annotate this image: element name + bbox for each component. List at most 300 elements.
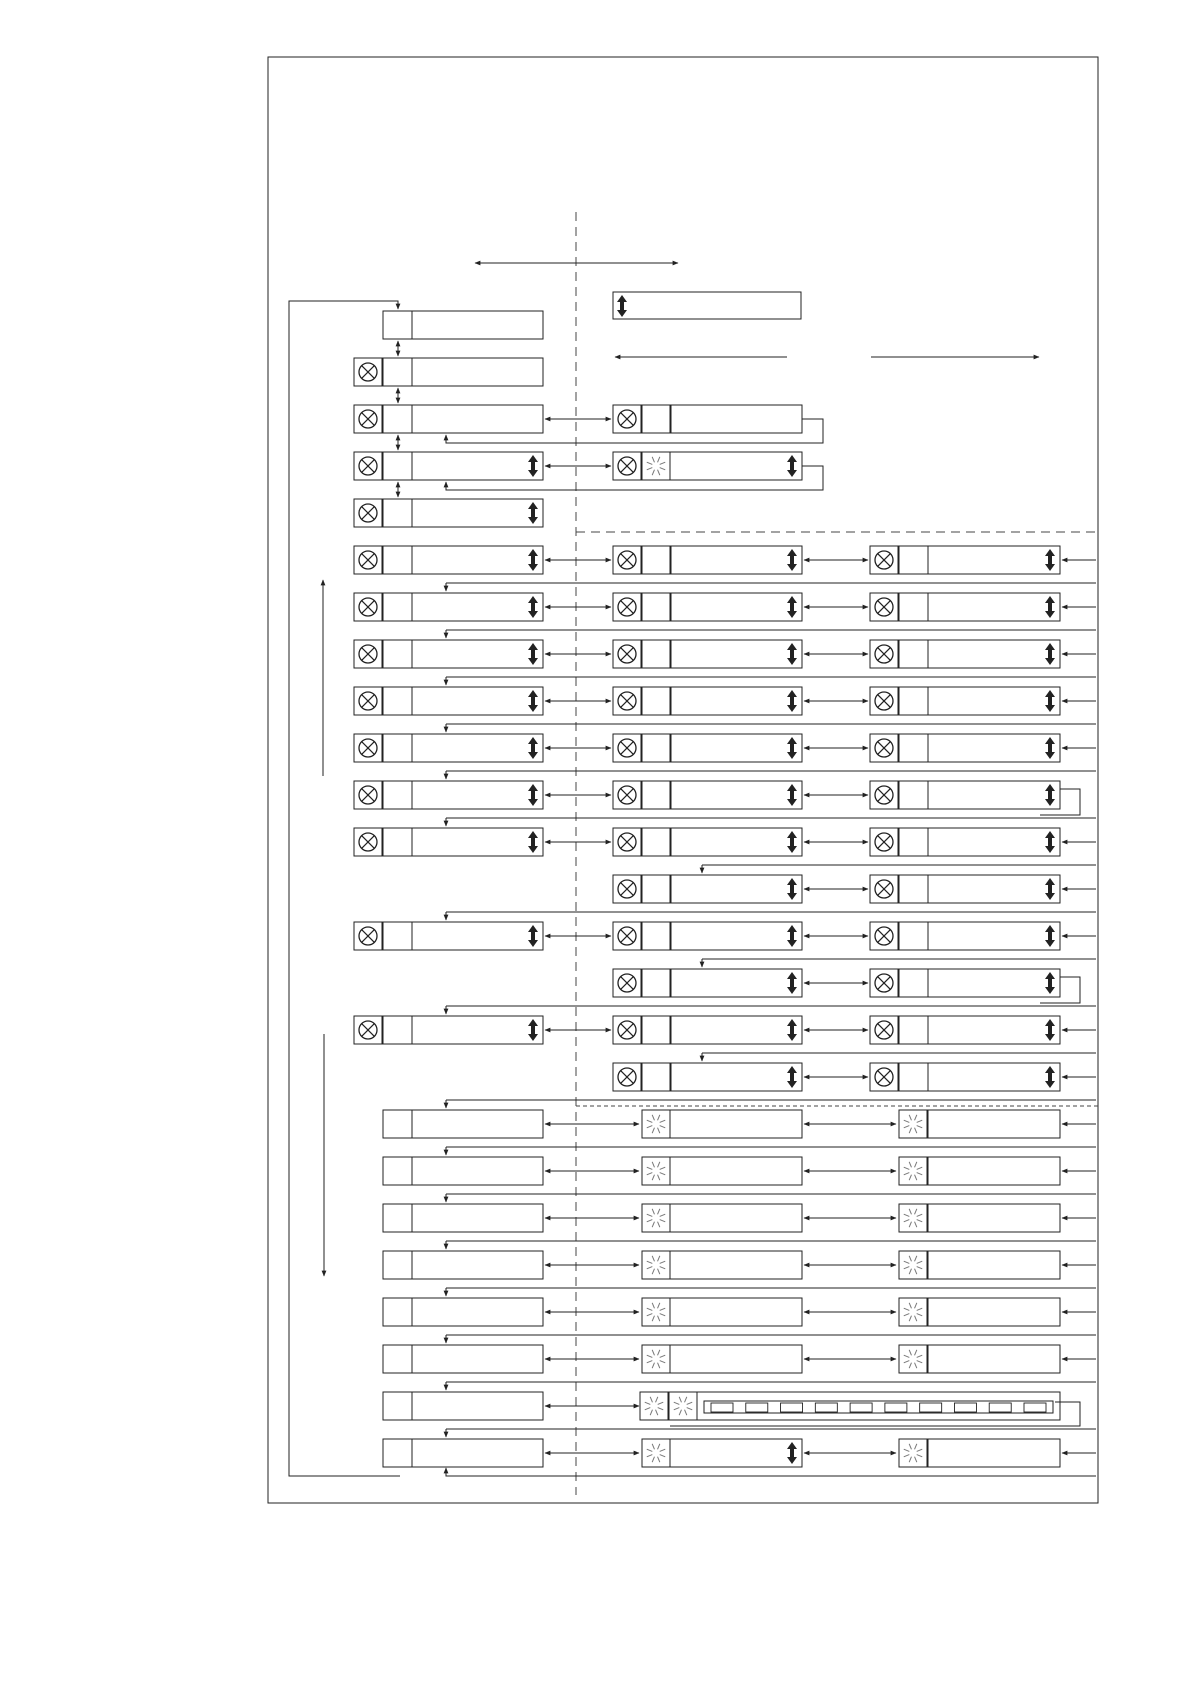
display-box bbox=[670, 734, 802, 762]
lamp-icon bbox=[613, 828, 641, 856]
up-down-arrow-icon bbox=[528, 737, 538, 759]
lamp-icon bbox=[613, 922, 641, 950]
display-box bbox=[412, 687, 543, 715]
display-box bbox=[412, 405, 543, 433]
lamp-icon bbox=[870, 1063, 898, 1091]
blink-ray bbox=[647, 468, 653, 470]
display-box bbox=[670, 1345, 802, 1373]
blink-cell bbox=[642, 1157, 670, 1185]
key-cell bbox=[899, 828, 928, 856]
lamp-icon bbox=[613, 1063, 641, 1091]
blink-ray bbox=[647, 1261, 653, 1263]
lamp-icon bbox=[354, 781, 382, 809]
key-cell bbox=[899, 1016, 928, 1044]
up-down-arrow-icon bbox=[787, 690, 797, 712]
blink-ray bbox=[658, 1175, 660, 1181]
blink-ray bbox=[647, 1167, 653, 1169]
segment-cell bbox=[746, 1403, 768, 1412]
return-loop bbox=[670, 1402, 1080, 1426]
blink-indicator-icon bbox=[642, 1439, 670, 1467]
key-cell bbox=[642, 1063, 671, 1091]
blink-indicator-icon bbox=[642, 1345, 670, 1373]
display-box bbox=[928, 593, 1060, 621]
up-down-arrow-icon bbox=[1045, 972, 1055, 994]
blink-ray bbox=[660, 1220, 666, 1222]
key-cell bbox=[383, 358, 412, 386]
lamp-icon bbox=[613, 593, 641, 621]
up-down-arrow-icon bbox=[528, 596, 538, 618]
up-down-arrow-icon bbox=[528, 925, 538, 947]
blink-ray bbox=[652, 1256, 654, 1262]
segment-cell bbox=[815, 1403, 837, 1412]
up-down-arrow-icon bbox=[787, 1442, 797, 1464]
display-box bbox=[670, 922, 802, 950]
blink-ray bbox=[658, 1363, 660, 1369]
up-down-arrow-icon bbox=[528, 831, 538, 853]
display-box bbox=[670, 1251, 802, 1279]
return-loop-c2 bbox=[446, 419, 823, 443]
blink-ray bbox=[915, 1256, 917, 1262]
blink-ray bbox=[909, 1269, 911, 1275]
display-box bbox=[928, 828, 1060, 856]
blink-ray bbox=[660, 1120, 666, 1122]
blink-ray bbox=[652, 1128, 654, 1134]
diagram-frame bbox=[268, 57, 1098, 1503]
blink-ray bbox=[652, 1269, 654, 1275]
display-box bbox=[412, 734, 543, 762]
blink-ray bbox=[904, 1355, 910, 1357]
segment-cell bbox=[850, 1403, 872, 1412]
display-box bbox=[670, 1439, 802, 1467]
key-cell bbox=[383, 1439, 412, 1467]
blink-ray bbox=[652, 1350, 654, 1356]
blink-ray bbox=[658, 457, 660, 463]
blink-ray bbox=[660, 1167, 666, 1169]
blink-cell bbox=[642, 452, 670, 480]
bottom-return-line bbox=[446, 1468, 1096, 1476]
updown-shape bbox=[1045, 925, 1055, 947]
blink-ray bbox=[658, 1256, 660, 1262]
updown-shape bbox=[528, 737, 538, 759]
blink-ray bbox=[904, 1449, 910, 1451]
key-cell bbox=[383, 1016, 412, 1044]
blink-ray bbox=[915, 1457, 917, 1463]
return-loop-c2 bbox=[446, 466, 823, 490]
lamp-icon bbox=[613, 969, 641, 997]
updown-shape bbox=[1045, 972, 1055, 994]
key-cell bbox=[899, 922, 928, 950]
updown-shape bbox=[1045, 1066, 1055, 1088]
blink-ray bbox=[652, 457, 654, 463]
up-down-arrow-icon bbox=[787, 549, 797, 571]
updown-shape bbox=[787, 737, 797, 759]
display-box bbox=[412, 781, 543, 809]
blink-ray bbox=[917, 1308, 923, 1310]
display-box bbox=[928, 1298, 1060, 1326]
blink-ray bbox=[658, 1115, 660, 1121]
blink-indicator-icon bbox=[899, 1157, 927, 1185]
blink-cell bbox=[899, 1345, 927, 1373]
blink-ray bbox=[656, 1410, 658, 1416]
blink-cell bbox=[899, 1298, 927, 1326]
blink-ray bbox=[652, 1115, 654, 1121]
key-cell bbox=[383, 781, 412, 809]
up-down-arrow-icon bbox=[787, 784, 797, 806]
blink-ray bbox=[647, 1120, 653, 1122]
display-box bbox=[928, 1345, 1060, 1373]
key-cell bbox=[383, 452, 412, 480]
display-box bbox=[670, 1063, 802, 1091]
lamp-icon bbox=[613, 781, 641, 809]
display-box bbox=[670, 1204, 802, 1232]
blink-ray bbox=[909, 1222, 911, 1228]
up-down-arrow-icon bbox=[787, 737, 797, 759]
blink-cell bbox=[899, 1439, 927, 1467]
blink-ray bbox=[915, 1316, 917, 1322]
blink-ray bbox=[917, 1126, 923, 1128]
blink-ray bbox=[652, 1457, 654, 1463]
lamp-icon bbox=[354, 499, 382, 527]
updown-shape bbox=[528, 690, 538, 712]
diagram-content bbox=[289, 212, 1098, 1495]
key-cell bbox=[383, 734, 412, 762]
updown-shape bbox=[528, 643, 538, 665]
blink-indicator-icon bbox=[899, 1345, 927, 1373]
key-cell bbox=[383, 1204, 412, 1232]
blink-ray bbox=[904, 1267, 910, 1269]
key-cell bbox=[383, 828, 412, 856]
blink-ray bbox=[679, 1397, 681, 1403]
key-cell bbox=[899, 687, 928, 715]
blink-ray bbox=[652, 1363, 654, 1369]
blink-ray bbox=[647, 1173, 653, 1175]
up-down-arrow-icon bbox=[1045, 925, 1055, 947]
updown-shape bbox=[528, 784, 538, 806]
display-box bbox=[412, 311, 543, 339]
blink-ray bbox=[909, 1128, 911, 1134]
blink-ray bbox=[658, 1222, 660, 1228]
up-down-arrow-icon bbox=[1045, 1019, 1055, 1041]
header-box bbox=[613, 292, 801, 319]
up-down-arrow-icon bbox=[787, 643, 797, 665]
up-down-arrow-icon bbox=[528, 643, 538, 665]
up-down-arrow-icon bbox=[787, 1066, 797, 1088]
blink-ray bbox=[660, 462, 666, 464]
lamp-icon bbox=[870, 875, 898, 903]
lamp-icon bbox=[870, 969, 898, 997]
blink-ray bbox=[909, 1444, 911, 1450]
display-box bbox=[670, 828, 802, 856]
key-cell bbox=[642, 922, 671, 950]
blink-ray bbox=[917, 1267, 923, 1269]
blink-ray bbox=[904, 1261, 910, 1263]
key-cell bbox=[642, 1016, 671, 1044]
blink-ray bbox=[904, 1361, 910, 1363]
key-cell bbox=[642, 734, 671, 762]
blink-ray bbox=[658, 1209, 660, 1215]
blink-indicator-icon bbox=[669, 1392, 697, 1420]
blink-ray bbox=[909, 1209, 911, 1215]
key-cell bbox=[642, 593, 671, 621]
display-box bbox=[670, 1157, 802, 1185]
display-box bbox=[928, 640, 1060, 668]
lamp-icon bbox=[613, 546, 641, 574]
blink-ray bbox=[658, 1408, 664, 1410]
key-cell bbox=[383, 405, 412, 433]
lamp-icon bbox=[870, 828, 898, 856]
display-box bbox=[670, 1298, 802, 1326]
up-down-arrow-icon bbox=[617, 295, 627, 317]
updown-shape bbox=[528, 549, 538, 571]
key-cell bbox=[899, 969, 928, 997]
up-down-arrow-icon bbox=[787, 1019, 797, 1041]
blink-indicator-icon bbox=[642, 1204, 670, 1232]
blink-ray bbox=[687, 1402, 693, 1404]
display-box bbox=[928, 1063, 1060, 1091]
blink-ray bbox=[652, 1316, 654, 1322]
display-box bbox=[412, 1392, 543, 1420]
display-box bbox=[670, 1016, 802, 1044]
display-box bbox=[928, 781, 1060, 809]
blink-ray bbox=[915, 1115, 917, 1121]
blink-ray bbox=[647, 1126, 653, 1128]
key-cell bbox=[899, 640, 928, 668]
lamp-icon bbox=[354, 687, 382, 715]
blink-ray bbox=[647, 1308, 653, 1310]
display-box bbox=[412, 1204, 543, 1232]
blink-indicator-icon bbox=[642, 1110, 670, 1138]
updown-shape bbox=[787, 1019, 797, 1041]
display-box bbox=[670, 781, 802, 809]
blink-indicator-icon bbox=[642, 1251, 670, 1279]
display-box bbox=[412, 1157, 543, 1185]
blink-ray bbox=[917, 1361, 923, 1363]
blink-ray bbox=[658, 1269, 660, 1275]
display-box bbox=[670, 687, 802, 715]
display-box bbox=[928, 875, 1060, 903]
key-cell bbox=[383, 593, 412, 621]
key-cell bbox=[642, 781, 671, 809]
blink-ray bbox=[650, 1410, 652, 1416]
blink-ray bbox=[915, 1350, 917, 1356]
blink-ray bbox=[652, 1209, 654, 1215]
blink-ray bbox=[917, 1314, 923, 1316]
updown-shape bbox=[1045, 831, 1055, 853]
blink-cell bbox=[642, 1204, 670, 1232]
segment-cell bbox=[989, 1403, 1011, 1412]
display-box bbox=[412, 1345, 543, 1373]
display-box bbox=[670, 593, 802, 621]
blink-ray bbox=[909, 1303, 911, 1309]
lamp-icon bbox=[870, 734, 898, 762]
up-down-arrow-icon bbox=[528, 784, 538, 806]
lamp-icon bbox=[354, 640, 382, 668]
up-down-arrow-icon bbox=[1045, 784, 1055, 806]
key-cell bbox=[899, 875, 928, 903]
key-cell bbox=[383, 640, 412, 668]
up-down-arrow-icon bbox=[1045, 690, 1055, 712]
blink-cell bbox=[640, 1392, 668, 1420]
display-box bbox=[412, 499, 543, 527]
display-box bbox=[928, 1110, 1060, 1138]
lamp-icon bbox=[870, 922, 898, 950]
blink-ray bbox=[658, 1162, 660, 1168]
updown-shape bbox=[787, 831, 797, 853]
key-cell bbox=[383, 1392, 412, 1420]
blink-ray bbox=[652, 1444, 654, 1450]
key-cell bbox=[383, 311, 412, 339]
updown-shape bbox=[528, 925, 538, 947]
blink-indicator-icon bbox=[642, 1298, 670, 1326]
blink-ray bbox=[679, 1410, 681, 1416]
blink-ray bbox=[904, 1455, 910, 1457]
blink-ray bbox=[904, 1167, 910, 1169]
key-cell bbox=[642, 687, 671, 715]
blink-ray bbox=[915, 1303, 917, 1309]
key-cell bbox=[383, 1345, 412, 1373]
key-cell bbox=[642, 405, 671, 433]
segment-cell bbox=[885, 1403, 907, 1412]
display-box bbox=[670, 640, 802, 668]
key-cell bbox=[642, 875, 671, 903]
blink-ray bbox=[658, 1350, 660, 1356]
blink-ray bbox=[647, 462, 653, 464]
up-down-arrow-icon bbox=[1045, 643, 1055, 665]
up-down-arrow-icon bbox=[787, 596, 797, 618]
display-box bbox=[928, 1157, 1060, 1185]
key-cell bbox=[642, 640, 671, 668]
up-down-arrow-icon bbox=[787, 925, 797, 947]
blink-ray bbox=[658, 1128, 660, 1134]
blink-ray bbox=[917, 1120, 923, 1122]
blink-ray bbox=[904, 1220, 910, 1222]
display-box bbox=[928, 1016, 1060, 1044]
updown-shape bbox=[787, 972, 797, 994]
blink-cell bbox=[669, 1392, 697, 1420]
updown-shape bbox=[528, 1019, 538, 1041]
blink-ray bbox=[660, 1173, 666, 1175]
updown-shape bbox=[1045, 878, 1055, 900]
display-box bbox=[670, 875, 802, 903]
segment-cell bbox=[920, 1403, 942, 1412]
up-down-arrow-icon bbox=[1045, 737, 1055, 759]
segment-cell bbox=[711, 1403, 733, 1412]
display-box bbox=[670, 969, 802, 997]
segment-cell bbox=[781, 1403, 803, 1412]
key-cell bbox=[383, 687, 412, 715]
blink-ray bbox=[650, 1397, 652, 1403]
updown-shape bbox=[787, 1066, 797, 1088]
blink-ray bbox=[909, 1175, 911, 1181]
lamp-icon bbox=[354, 452, 382, 480]
blink-ray bbox=[674, 1402, 680, 1404]
updown-shape bbox=[1045, 643, 1055, 665]
lamp-icon bbox=[870, 781, 898, 809]
blink-ray bbox=[647, 1449, 653, 1451]
blink-ray bbox=[647, 1314, 653, 1316]
blink-ray bbox=[904, 1314, 910, 1316]
display-box bbox=[412, 640, 543, 668]
key-cell bbox=[383, 1110, 412, 1138]
blink-ray bbox=[909, 1457, 911, 1463]
blink-indicator-icon bbox=[640, 1392, 668, 1420]
updown-shape bbox=[1045, 690, 1055, 712]
key-cell bbox=[899, 546, 928, 574]
lamp-icon bbox=[354, 358, 382, 386]
updown-shape bbox=[1045, 1019, 1055, 1041]
blink-ray bbox=[660, 1126, 666, 1128]
blink-cell bbox=[899, 1157, 927, 1185]
key-cell bbox=[383, 922, 412, 950]
updown-shape bbox=[617, 295, 627, 317]
display-box bbox=[412, 828, 543, 856]
key-cell bbox=[642, 828, 671, 856]
blink-ray bbox=[917, 1449, 923, 1451]
updown-shape bbox=[1045, 784, 1055, 806]
updown-shape bbox=[787, 643, 797, 665]
key-cell bbox=[642, 546, 671, 574]
blink-ray bbox=[909, 1256, 911, 1262]
updown-shape bbox=[528, 596, 538, 618]
blink-ray bbox=[656, 1397, 658, 1403]
blink-ray bbox=[909, 1363, 911, 1369]
lamp-icon bbox=[613, 1016, 641, 1044]
blink-ray bbox=[660, 468, 666, 470]
blink-indicator-icon bbox=[642, 452, 670, 480]
lamp-icon bbox=[613, 640, 641, 668]
blink-ray bbox=[917, 1220, 923, 1222]
display-box bbox=[412, 593, 543, 621]
display-box bbox=[928, 1251, 1060, 1279]
blink-cell bbox=[642, 1251, 670, 1279]
updown-shape bbox=[1045, 549, 1055, 571]
blink-ray bbox=[647, 1220, 653, 1222]
lamp-icon bbox=[613, 734, 641, 762]
blink-ray bbox=[658, 1316, 660, 1322]
lamp-icon bbox=[354, 922, 382, 950]
blink-ray bbox=[917, 1173, 923, 1175]
blink-ray bbox=[917, 1167, 923, 1169]
blink-ray bbox=[909, 1350, 911, 1356]
blink-ray bbox=[917, 1455, 923, 1457]
blink-cell bbox=[642, 1110, 670, 1138]
display-box bbox=[928, 969, 1060, 997]
updown-shape bbox=[528, 831, 538, 853]
up-down-arrow-icon bbox=[528, 1019, 538, 1041]
blink-ray bbox=[652, 1175, 654, 1181]
key-cell bbox=[383, 546, 412, 574]
blink-ray bbox=[652, 470, 654, 476]
blink-ray bbox=[658, 1457, 660, 1463]
up-down-arrow-icon bbox=[1045, 831, 1055, 853]
display-box bbox=[412, 452, 543, 480]
blink-ray bbox=[660, 1361, 666, 1363]
lamp-icon bbox=[870, 593, 898, 621]
updown-shape bbox=[1045, 737, 1055, 759]
display-box bbox=[928, 546, 1060, 574]
key-cell bbox=[383, 1157, 412, 1185]
blink-ray bbox=[915, 1175, 917, 1181]
blink-ray bbox=[915, 1222, 917, 1228]
segment-cell bbox=[954, 1403, 976, 1412]
up-down-arrow-icon bbox=[1045, 549, 1055, 571]
display-box bbox=[412, 922, 543, 950]
blink-ray bbox=[660, 1267, 666, 1269]
blink-ray bbox=[904, 1308, 910, 1310]
up-down-arrow-icon bbox=[1045, 596, 1055, 618]
blink-ray bbox=[660, 1214, 666, 1216]
up-down-arrow-icon bbox=[787, 831, 797, 853]
